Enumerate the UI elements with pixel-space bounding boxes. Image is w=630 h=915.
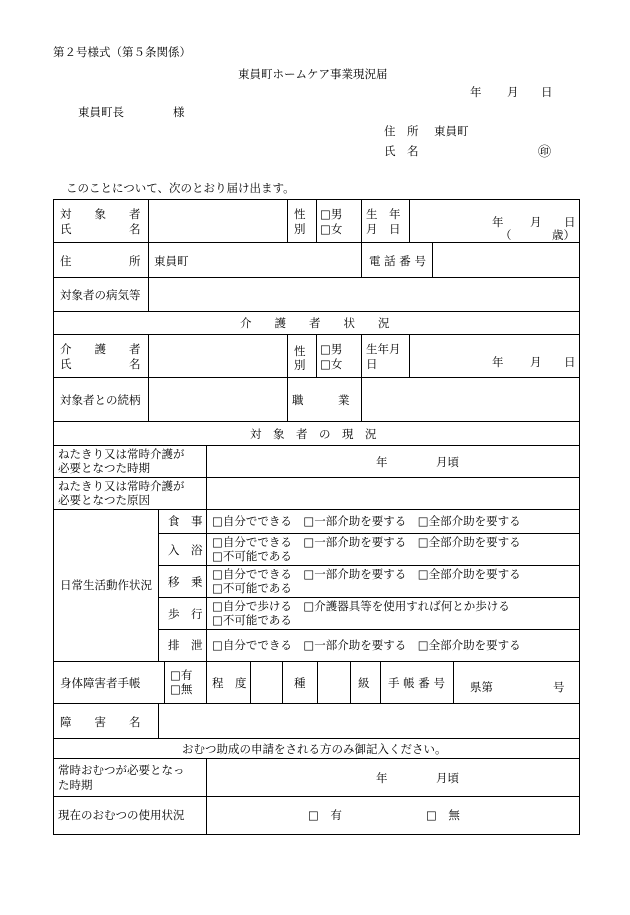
adl-bathing-unable[interactable]: □不可能である	[212, 549, 292, 563]
adl-eating-label: 食 事	[168, 514, 203, 528]
diaper-note: おむつ助成の申請をされる方のみ御記入ください。	[182, 742, 447, 756]
caregiver-birth-day: 日	[564, 355, 576, 369]
subject-illness-label: 対象者の病気等	[60, 288, 141, 302]
subject-birth-label-1: 生 年	[366, 207, 401, 221]
subject-birth-label-2: 月 日	[366, 222, 401, 236]
subject-sex-female[interactable]: □女	[320, 222, 343, 236]
row-caregiver-relation	[54, 378, 579, 422]
caregiver-name-label-1: 介 護 者	[60, 342, 141, 356]
form-table	[53, 199, 580, 835]
bedridden-time-label-2: 必要となつた時期	[58, 461, 150, 475]
adl-eating-options[interactable]: □自分でできる □一部介助を要する □全部介助を要する	[212, 514, 521, 528]
date-month: 月	[507, 85, 519, 99]
row-diaper-need-time	[54, 759, 579, 797]
degree-label: 程 度	[212, 676, 247, 690]
row-caregiver-name	[54, 335, 579, 378]
grade-label: 級	[358, 676, 370, 690]
subject-name-label-1: 対 象 者	[60, 207, 141, 221]
subject-sex-label-1: 性	[294, 207, 306, 221]
caregiver-birth-label-1: 生年月	[366, 342, 401, 356]
adl-transfer-options[interactable]: □自分でできる □一部介助を要する □全部介助を要する	[212, 567, 521, 581]
disability-yes[interactable]: □有	[170, 668, 193, 682]
diaper-need-time-year: 年	[376, 771, 388, 785]
subject-address-label: 住 所	[60, 254, 141, 268]
bedridden-time-month: 月頃	[436, 455, 459, 469]
caregiver-birth-month: 月	[530, 355, 542, 369]
diaper-need-time-label-1: 常時おむつが必要となっ	[58, 763, 185, 777]
caregiver-sex-male[interactable]: □男	[320, 342, 343, 356]
adl-walking-unable[interactable]: □不可能である	[212, 613, 292, 627]
applicant-address-label: 住 所	[384, 124, 419, 138]
date-year: 年	[470, 85, 482, 99]
adl-transfer-unable[interactable]: □不可能である	[212, 581, 292, 595]
applicant-name-label: 氏 名	[384, 144, 419, 158]
adl-bathing-row	[158, 533, 579, 566]
subject-sex-male[interactable]: □男	[320, 207, 343, 221]
adl-label: 日常生活動作状況	[60, 578, 152, 592]
type-label: 種	[294, 676, 306, 690]
disability-name-label: 障 害 名	[60, 715, 141, 729]
disability-no[interactable]: □無	[170, 682, 193, 696]
notebook-number-label: 手 帳 番 号	[388, 676, 445, 690]
bedridden-time-year: 年	[376, 455, 388, 469]
adl-transfer-label: 移 乗	[168, 575, 203, 589]
adl-walking-options[interactable]: □自分で歩ける □介護器具等を使用すれば何とか歩ける	[212, 599, 510, 613]
diaper-need-time-month: 月頃	[436, 771, 459, 785]
caregiver-section-title: 介 護 者 状 況	[240, 316, 390, 330]
subject-birth-day: 日	[564, 215, 576, 229]
row-bedridden-cause	[54, 478, 579, 510]
adl-excretion-options[interactable]: □自分でできる □一部介助を要する □全部介助を要する	[212, 638, 521, 652]
seal-mark: ㊞	[538, 145, 552, 160]
subject-phone-label: 電 話 番 号	[369, 254, 426, 268]
adl-bathing-options[interactable]: □自分でできる □一部介助を要する □全部介助を要する	[212, 535, 521, 549]
diaper-usage-yes[interactable]: □ 有	[308, 808, 342, 822]
adl-walking-label: 歩 行	[168, 607, 203, 621]
adl-excretion-row	[158, 629, 579, 662]
caregiver-birth-label-2: 日	[366, 357, 378, 371]
bedridden-time-label-1: ねたきり又は常時介護が	[58, 447, 185, 461]
caregiver-occupation-label: 職 業	[292, 393, 350, 407]
addressee: 東員町長	[78, 105, 124, 119]
number-suffix: 号	[553, 680, 565, 694]
subject-name-label-2: 氏 名	[60, 222, 141, 236]
caregiver-name-label-2: 氏 名	[60, 357, 141, 371]
row-bedridden-time	[54, 446, 579, 478]
applicant-address-value[interactable]: 東員町	[434, 124, 469, 138]
diaper-usage-no[interactable]: □ 無	[426, 808, 460, 822]
row-subject-name	[54, 200, 579, 243]
row-disability	[54, 662, 579, 704]
row-diaper-note	[54, 739, 579, 759]
form-number: 第２号様式（第５条関係）	[53, 45, 191, 59]
honorific: 様	[173, 105, 185, 119]
adl-bathing-label: 入 浴	[168, 543, 203, 557]
intro-text: このことについて、次のとおり届け出ます。	[66, 181, 295, 195]
subject-sex-label-2: 別	[294, 222, 306, 236]
subject-age-close: 歳）	[552, 228, 575, 242]
adl-excretion-label: 排 泄	[168, 638, 203, 652]
diaper-usage-label: 現在のおむつの使用状況	[58, 808, 185, 822]
subject-address-value[interactable]: 東員町	[154, 254, 189, 268]
row-status-title	[54, 422, 579, 446]
row-subject-address	[54, 243, 579, 278]
subject-age-open: （	[500, 228, 512, 242]
disability-label: 身体障害者手帳	[60, 676, 141, 690]
adl-eating-row	[158, 510, 579, 534]
row-adl	[54, 510, 579, 662]
diaper-need-time-label-2: た時期	[58, 778, 93, 792]
caregiver-relation-label: 対象者との続柄	[60, 393, 141, 407]
subject-birth-month: 月	[530, 215, 542, 229]
row-caregiver-title	[54, 312, 579, 335]
caregiver-sex-female[interactable]: □女	[320, 357, 343, 371]
adl-walking-row	[158, 597, 579, 630]
row-diaper-usage	[54, 797, 579, 834]
caregiver-birth-year: 年	[492, 355, 504, 369]
date-day: 日	[541, 85, 553, 99]
adl-transfer-row	[158, 565, 579, 598]
prefecture-label: 県第	[470, 680, 493, 694]
status-section-title: 対 象 者 の 現 況	[250, 427, 377, 441]
bedridden-cause-label-2: 必要となつた原因	[58, 493, 150, 507]
row-disability-name	[54, 704, 579, 739]
caregiver-sex-label-2: 別	[294, 358, 306, 372]
form-title: 東員町ホームケア事業現況届	[238, 67, 388, 81]
caregiver-sex-label-1: 性	[294, 344, 306, 358]
bedridden-cause-label-1: ねたきり又は常時介護が	[58, 479, 185, 493]
row-subject-illness	[54, 278, 579, 312]
subject-birth-year: 年	[492, 215, 504, 229]
